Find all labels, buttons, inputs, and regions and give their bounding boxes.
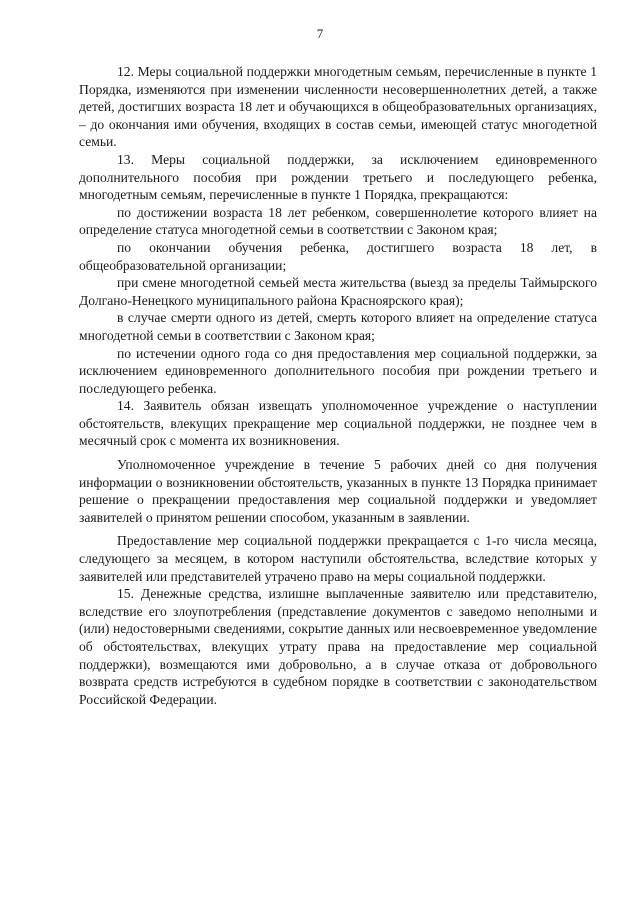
paragraph-13-item-3: при смене многодетной семьей места жительства (выезд за пределы Таймырского Долгано-Ненецкого муниципального района Красноярского края);: [79, 275, 597, 308]
paragraph-13-item-1: по достижении возраста 18 лет ребенком, совершеннолетие которого влияет на определение статуса многодетной семьи в соответствии с Законом края;: [79, 204, 597, 238]
paragraph-13-item-2: по окончании обучения ребенка, достигшего возраста 18 лет, в общеобразовательной организации;: [79, 239, 597, 273]
paragraph-14: 14. Заявитель обязан извещать уполномоченное учреждение о наступлении обстоятельств, влекущих прекращение мер социальной поддержки, не позднее чем в месячный срок с момента их возникновения.: [79, 398, 597, 449]
paragraph-13: 13. Меры социальной поддержки, за исключением единовременного дополнительного пособия при рождении третьего и последующего ребенка, многодетным семьям, перечисленные в пункте 1 Порядка, прекращаются:: [79, 151, 597, 203]
paragraph-12: 12. Меры социальной поддержки многодетным семьям, перечисленные в пункте 1 Порядка, изменяются при изменении численности несовершеннолетних детей, а также детей, достигших возраста 18 лет и обучающихся в общеобразовательных организациях, – до окончания ими обучения, входящих в состав семьи, имеющей статус многодетной семьи.: [79, 64, 597, 150]
paragraph-13-item-5: по истечении одного года со дня предоставления мер социальной поддержки, за исключением единовременного дополнительного пособия при рождении третьего и последующего ребенка.: [79, 345, 597, 396]
page-number: 7: [316, 26, 324, 41]
paragraph-14-notification: Уполномоченное учреждение в течение 5 рабочих дней со дня получения информации о возникновении обстоятельств, указанных в пункте 13 Порядка принимает решение о прекращении предоставления мер социальной поддержки и уведомляет заявителей о принятом решении способом, указанным в заявлении.: [79, 457, 597, 525]
document-body: [79, 63, 597, 708]
paragraph-15: 15. Денежные средства, излишне выплаченные заявителю или представителю, вследствие его злоупотребления (представление документов с заведомо неполными и (или) недостоверными сведениями, сокрытие данных или несвоевременное уведомление об обстоятельствах, влекущих утрату права на предоставление мер социальной поддержки), возмещаются ими добровольно, а в случае отказа от добровольного возврата средств истребуются в судебном порядке в соответствии с законодательством Российской Федерации.: [79, 586, 597, 707]
paragraph-13-item-4: в случае смерти одного из детей, смерть которого влияет на определение статуса многодетной семьи в соответствии с Законом края;: [79, 310, 597, 343]
paragraph-14-termination: Предоставление мер социальной поддержки прекращается с 1-го числа месяца, следующего за месяцем, в котором наступили обстоятельства, вследствие которых у заявителей или представителей утрачено право на меры социальной поддержки.: [79, 533, 597, 584]
